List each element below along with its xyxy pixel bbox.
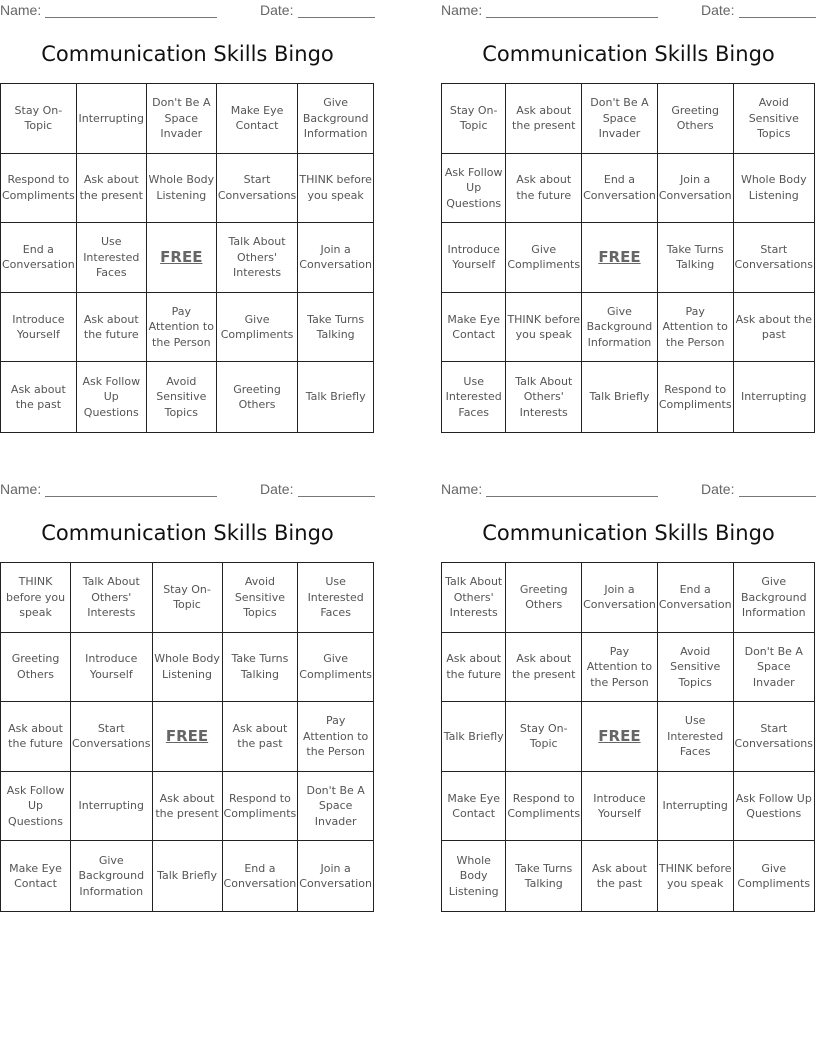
bingo-cell: Give Background Information (71, 841, 152, 911)
bingo-cell: Start Conversations (734, 702, 814, 772)
bingo-cell: Ask about the present (506, 84, 582, 154)
bingo-cell: Talk Briefly (582, 362, 658, 432)
bingo-cell: THINK before you speak (658, 841, 734, 911)
name-field-line[interactable] (45, 17, 217, 18)
bingo-cell: Ask about the past (223, 702, 299, 772)
bingo-grid (441, 562, 815, 912)
bingo-cell: Give Compliments (298, 633, 373, 703)
bingo-cell: Ask Follow Up Questions (1, 772, 71, 842)
free-space-cell: FREE (582, 702, 658, 772)
bingo-cell: Use Interested Faces (658, 702, 734, 772)
bingo-cell: Introduce Yourself (1, 293, 77, 363)
bingo-grid (0, 562, 374, 912)
bingo-cell: Make Eye Contact (442, 772, 506, 842)
bingo-cell: Join a Conversation (299, 861, 373, 891)
bingo-cell: Start Conversations (217, 154, 298, 224)
card-header (0, 479, 375, 499)
bingo-cell: Ask about the future (77, 293, 147, 363)
date-label: Date: (701, 2, 735, 18)
bingo-cell: Interrupting (658, 772, 734, 842)
free-space-cell: FREE (147, 223, 217, 293)
bingo-cell: Give Compliments (506, 223, 582, 293)
bingo-cell: Interrupting (71, 772, 152, 842)
bingo-cell: Ask about the past (582, 841, 658, 911)
name-field-line[interactable] (45, 496, 217, 497)
bingo-cell: End a Conversation (658, 563, 734, 633)
bingo-cell: Ask about the future (1, 702, 71, 772)
bingo-cell: End a Conversation (1, 223, 77, 293)
card-title: Communication Skills Bingo (41, 521, 334, 545)
bingo-cell: Ask about the future (442, 633, 506, 703)
date-field-line[interactable] (298, 17, 375, 18)
bingo-cell: Don't Be A Space Invader (147, 84, 217, 154)
bingo-cell: Join a Conversation (298, 223, 373, 293)
date-label: Date: (701, 481, 735, 497)
bingo-cell: End a Conversation (223, 841, 299, 911)
bingo-cell: Talk Briefly (305, 390, 366, 404)
bingo-cell: Give Background Information (298, 84, 373, 154)
card-header (441, 0, 816, 20)
bingo-cell: Make Eye Contact (217, 84, 298, 154)
bingo-grid (0, 83, 374, 433)
bingo-cell: Introduce Yourself (582, 772, 658, 842)
name-label: Name: (0, 2, 42, 18)
free-space-cell: FREE (582, 223, 658, 293)
bingo-cell: Avoid Sensitive Topics (147, 362, 217, 432)
bingo-cell: Use Interested Faces (442, 362, 506, 432)
bingo-cell: Give Background Information (734, 563, 814, 633)
date-label: Date: (260, 2, 294, 18)
bingo-cell: Take Turns Talking (298, 293, 373, 363)
name-label: Name: (441, 2, 483, 18)
bingo-cell: Ask about the present (153, 772, 223, 842)
bingo-cell: Join a Conversation (658, 154, 734, 224)
bingo-cell: Don't Be A Space Invader (582, 84, 658, 154)
bingo-cell: Give Compliments (737, 861, 811, 891)
bingo-cell: Don't Be A Space Invader (734, 633, 814, 703)
bingo-cell: Ask Follow Up Questions (77, 362, 147, 432)
bingo-cell: End a Conversation (582, 154, 658, 224)
bingo-cell: Give Background Information (582, 293, 658, 363)
bingo-cell: Interrupting (741, 390, 807, 404)
name-label: Name: (0, 481, 42, 497)
bingo-cell: Stay On-Topic (442, 84, 506, 154)
bingo-cell: Ask about the present (77, 154, 147, 224)
bingo-cell: Start Conversations (734, 223, 814, 293)
bingo-cell: Respond to Compliments (658, 362, 734, 432)
bingo-cell: Use Interested Faces (77, 223, 147, 293)
bingo-cell: Talk About Others' Interests (71, 563, 152, 633)
bingo-cell: Ask Follow Up Questions (734, 772, 814, 842)
bingo-cell: Stay On-Topic (153, 563, 223, 633)
card-title: Communication Skills Bingo (41, 42, 334, 66)
bingo-cell: Whole Body Listening (442, 841, 506, 911)
date-field-line[interactable] (739, 17, 816, 18)
bingo-cell: Talk About Others' Interests (506, 362, 582, 432)
card-title: Communication Skills Bingo (482, 521, 775, 545)
date-field-line[interactable] (298, 496, 375, 497)
bingo-grid (441, 83, 815, 433)
bingo-cell: Interrupting (77, 84, 147, 154)
bingo-cell: Start Conversations (71, 702, 152, 772)
bingo-cell: Stay On-Topic (1, 84, 77, 154)
bingo-cell: Whole Body Listening (147, 154, 217, 224)
name-field-line[interactable] (486, 496, 658, 497)
bingo-cell: THINK before you speak (1, 563, 71, 633)
bingo-cell: Ask about the future (506, 154, 582, 224)
free-space-cell: FREE (153, 702, 223, 772)
bingo-cell: Introduce Yourself (442, 223, 506, 293)
bingo-cell: Don't Be A Space Invader (298, 772, 373, 842)
bingo-cell: Ask about the past (1, 362, 77, 432)
bingo-cell: Make Eye Contact (442, 293, 506, 363)
bingo-cell: Talk About Others' Interests (217, 223, 298, 293)
bingo-cell: THINK before you speak (506, 293, 582, 363)
bingo-cell: Whole Body Listening (153, 633, 223, 703)
bingo-cell: Avoid Sensitive Topics (223, 563, 299, 633)
bingo-cell: Give Compliments (217, 293, 298, 363)
bingo-cell: Greeting Others (658, 84, 734, 154)
bingo-cell: Talk About Others' Interests (442, 563, 506, 633)
card-header (441, 479, 816, 499)
date-field-line[interactable] (739, 496, 816, 497)
name-field-line[interactable] (486, 17, 658, 18)
bingo-cell: Pay Attention to the Person (658, 293, 734, 363)
name-label: Name: (441, 481, 483, 497)
bingo-cell: Ask Follow Up Questions (442, 154, 506, 224)
bingo-cell: Take Turns Talking (506, 841, 582, 911)
bingo-cell: Pay Attention to the Person (298, 702, 373, 772)
bingo-cell: Talk Briefly (442, 702, 506, 772)
bingo-cell: Avoid Sensitive Topics (658, 633, 734, 703)
bingo-cell: Respond to Compliments (223, 772, 299, 842)
card-header (0, 0, 375, 20)
bingo-cell: Avoid Sensitive Topics (734, 84, 814, 154)
bingo-cell: Use Interested Faces (298, 563, 373, 633)
bingo-cell: Take Turns Talking (658, 223, 734, 293)
bingo-cell: Talk Briefly (153, 841, 223, 911)
card-title: Communication Skills Bingo (482, 42, 775, 66)
bingo-cell: Greeting Others (1, 633, 71, 703)
bingo-cell: Respond to Compliments (506, 772, 582, 842)
bingo-cell: Make Eye Contact (1, 841, 71, 911)
bingo-cell: Ask about the past (734, 293, 814, 363)
bingo-cell: Join a Conversation (582, 563, 658, 633)
bingo-cell: Stay On-Topic (506, 702, 582, 772)
bingo-cell: Ask about the present (506, 633, 582, 703)
bingo-cell: Respond to Compliments (1, 154, 77, 224)
bingo-cell: Pay Attention to the Person (582, 633, 658, 703)
bingo-cell: Introduce Yourself (71, 633, 152, 703)
bingo-cell: Pay Attention to the Person (147, 293, 217, 363)
bingo-cell: Take Turns Talking (223, 633, 299, 703)
date-label: Date: (260, 481, 294, 497)
bingo-cell: Whole Body Listening (734, 154, 814, 224)
bingo-cell: Greeting Others (217, 362, 298, 432)
bingo-cell: THINK before you speak (298, 154, 373, 224)
bingo-cell: Greeting Others (506, 563, 582, 633)
